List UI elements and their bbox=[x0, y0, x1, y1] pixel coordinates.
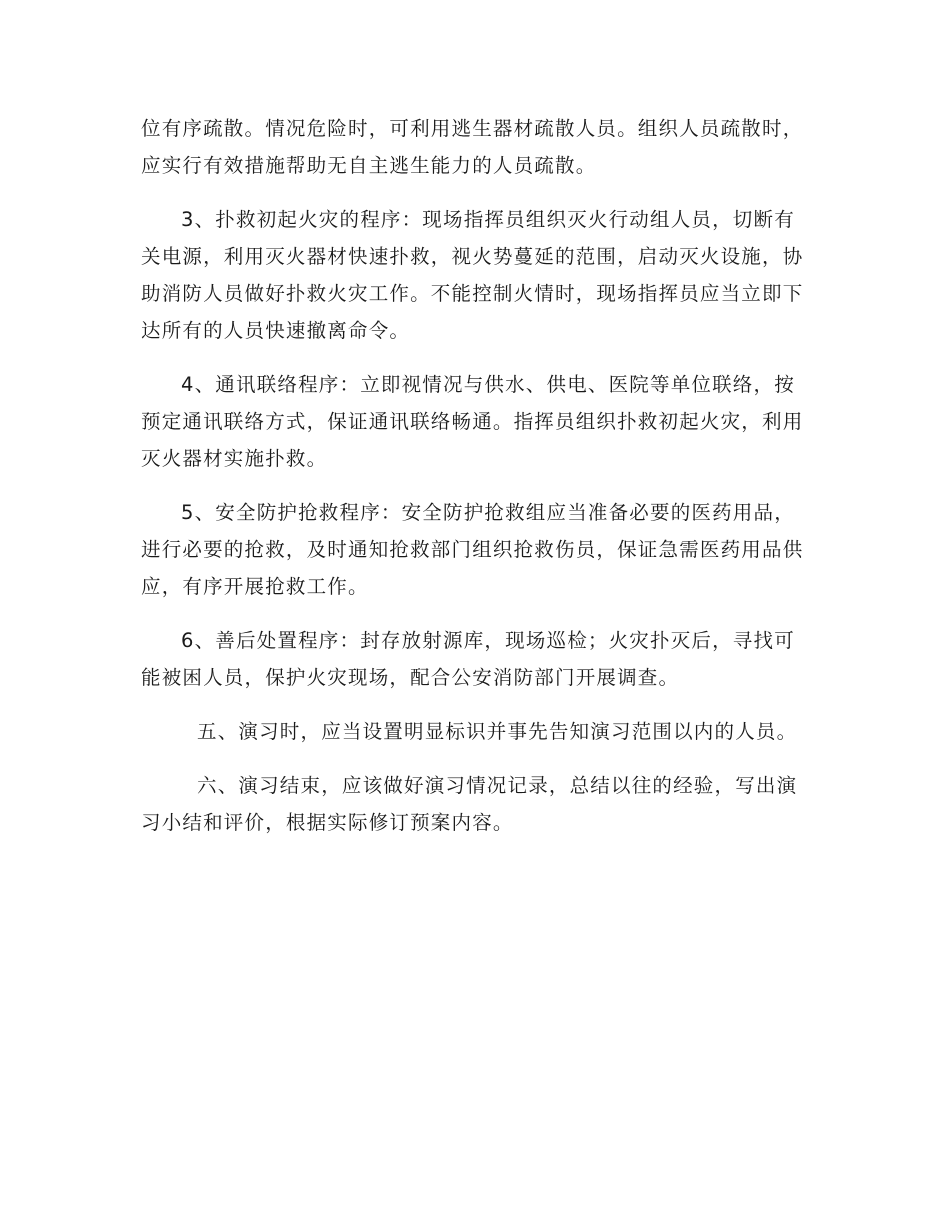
paragraph-rescue-procedure: 5、安全防护抢救程序：安全防护抢救组应当准备必要的医药用品，进行必要的抢救，及时通知抢救部门组织抢救伤员，保证急需医药用品供应，有序开展抢救工作。 bbox=[141, 501, 804, 598]
paragraph-communication-procedure: 4、通讯联络程序：立即视情况与供水、供电、医院等单位联络，按预定通讯联络方式，保证通讯联络畅通。指挥员组织扑救初起火灾，利用灭火器材实施扑救。 bbox=[141, 373, 804, 470]
paragraph-firefighting-procedure: 3、扑救初起火灾的程序：现场指挥员组织灭火行动组人员，切断有关电源，利用灭火器材快速扑救，视火势蔓延的范围，启动灭火设施，协助消防人员做好扑救火灾工作。不能控制火情时，现场指挥员应当立即下达所有的人员快速撤离命令。 bbox=[141, 208, 804, 342]
paragraph-section-five: 五、演习时，应当设置明显标识并事先告知演习范围以内的人员。 bbox=[197, 720, 798, 743]
paragraph-aftermath-procedure: 6、善后处置程序：封存放射源库，现场巡检；火灾扑灭后，寻找可能被困人员，保护火灾现场，配合公安消防部门开展调查。 bbox=[141, 629, 795, 689]
paragraph-section-six: 六、演习结束，应该做好演习情况记录，总结以往的经验，写出演习小结和评价，根据实际修订预案内容。 bbox=[141, 774, 798, 834]
paragraph-evacuation-continued: 位有序疏散。情况危险时，可利用逃生器材疏散人员。组织人员疏散时，应实行有效措施帮助无自主逃生能力的人员疏散。 bbox=[141, 117, 804, 177]
document-body bbox=[141, 110, 811, 841]
